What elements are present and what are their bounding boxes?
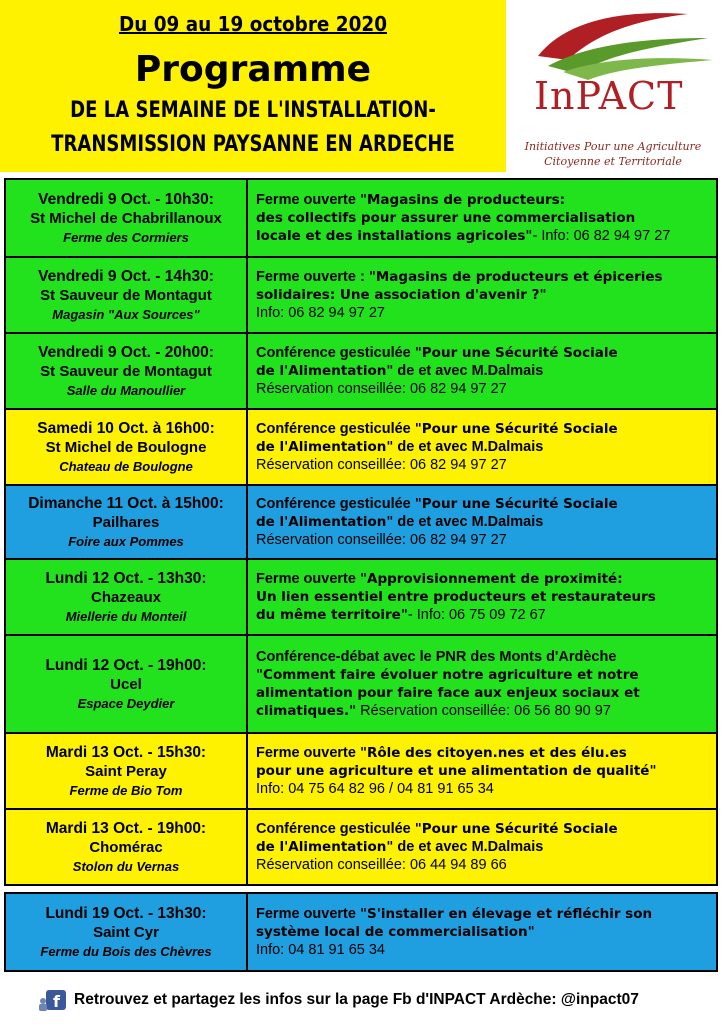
event-title: alimentation pour faire face aux enjeux sociaux et: [256, 685, 640, 701]
inpact-logo: [508, 8, 718, 168]
event-title: climatiques.": [256, 703, 357, 719]
event-speaker: de et avec M.Dalmais: [393, 514, 544, 530]
event-town: St Michel de Boulogne: [45, 438, 207, 456]
event-title: des collectifs pour assurer une commercialisation: [256, 210, 636, 226]
event-row: [4, 484, 718, 560]
event-contact: Réservation conseillée: 06 82 94 97 27: [256, 532, 507, 548]
event-title: solidaires: Une association d'avenir ?": [256, 287, 547, 303]
event-when-cell: [6, 636, 248, 732]
event-town: Chomérac: [89, 838, 163, 856]
event-venue: Espace Deydier: [77, 695, 175, 711]
event-when-cell: [6, 560, 248, 634]
event-row: [4, 634, 718, 734]
event-venue: Ferme de Bio Tom: [69, 782, 183, 798]
event-title: "Rôle des citoyen.nes et des élu.es: [359, 745, 627, 761]
logo-tagline-1: Initiatives Pour une Agriculture: [524, 140, 702, 153]
event-row: [4, 256, 718, 334]
programme-table: [4, 178, 718, 972]
event-title: "Approvisionnement de proximité:: [359, 571, 623, 587]
event-title: "Pour une Sécurité Sociale: [414, 345, 618, 361]
event-title: "Comment faire évoluer notre agriculture et notre: [256, 667, 639, 683]
event-type: Ferme ouverte: [256, 745, 360, 761]
event-contact: Réservation conseillée: 06 56 80 90 97: [356, 703, 611, 719]
event-venue: Miellerie du Monteil: [65, 608, 187, 624]
event-description: [248, 258, 716, 332]
event-row: [4, 178, 718, 258]
event-contact: Réservation conseillée: 06 82 94 97 27: [256, 457, 507, 473]
event-row: [4, 732, 718, 810]
event-description: [248, 180, 716, 256]
event-title: du même territoire": [256, 607, 408, 623]
subtitle-line-1: DE LA SEMAINE DE L'INSTALLATION-: [70, 98, 436, 123]
event-when-cell: [6, 180, 248, 256]
event-description: [248, 810, 716, 884]
event-row: [4, 558, 718, 636]
event-contact: Info: 06 82 94 97 27: [256, 305, 385, 321]
event-datetime: Vendredi 9 Oct. - 10h30:: [38, 190, 214, 208]
event-type: Conférence gesticulée: [256, 496, 415, 512]
event-venue: Ferme des Cormiers: [63, 229, 189, 245]
page-title: Programme: [134, 49, 372, 90]
event-town: Pailhares: [92, 513, 160, 531]
event-type: Ferme ouverte: [256, 192, 360, 208]
logo-tagline-2: Citoyenne et Territoriale: [544, 155, 682, 168]
event-type: Conférence gesticulée: [256, 421, 415, 437]
event-datetime: Vendredi 9 Oct. - 14h30:: [38, 267, 214, 285]
event-title: de l'Alimentation": [256, 839, 394, 855]
event-title: système local de commercialisation": [256, 924, 535, 940]
event-type: Ferme ouverte: [256, 906, 360, 922]
event-title: pour une agriculture et une alimentation de qualité": [256, 763, 657, 779]
event-type: Conférence-débat avec le PNR des Monts d'Ardèche: [256, 649, 617, 665]
event-title: de l'Alimentation": [256, 514, 394, 530]
event-contact: Réservation conseillée: 06 82 94 97 27: [256, 381, 507, 397]
event-datetime: Mardi 13 Oct. - 19h00:: [45, 819, 207, 837]
footer: [0, 988, 722, 1014]
event-row: [4, 892, 718, 972]
event-type: Conférence gesticulée: [256, 345, 415, 361]
facebook-share-icon[interactable]: [38, 990, 68, 1012]
event-datetime: Dimanche 11 Oct. à 15h00:: [28, 494, 224, 512]
event-when-cell: [6, 410, 248, 484]
event-description: [248, 410, 716, 484]
event-title: locale et des installations agricoles": [256, 228, 533, 244]
event-town: Chazeaux: [90, 588, 162, 606]
event-contact: Info: 04 75 64 82 96 / 04 81 91 65 34: [256, 781, 494, 797]
event-town: St Sauveur de Montagut: [40, 362, 212, 380]
event-description: [248, 334, 716, 408]
event-town: Saint Cyr: [93, 923, 159, 941]
event-venue: Ferme du Bois des Chèvres: [40, 943, 212, 959]
event-when-cell: [6, 486, 248, 558]
event-title: "Pour une Sécurité Sociale: [414, 421, 618, 437]
event-description: [248, 894, 716, 970]
event-title: "S'installer en élevage et réfléchir son: [359, 906, 653, 922]
header: [0, 0, 722, 172]
event-row: [4, 332, 718, 410]
event-dates: Du 09 au 19 octobre 2020: [118, 12, 388, 36]
event-venue: Chateau de Boulogne: [59, 458, 193, 474]
event-datetime: Samedi 10 Oct. à 16h00:: [37, 419, 215, 437]
subtitle-line-2: TRANSMISSION PAYSANNE EN ARDECHE: [51, 132, 455, 157]
event-row: [4, 408, 718, 486]
event-datetime: Lundi 12 Oct. - 13h30:: [45, 569, 207, 587]
event-title: "Pour une Sécurité Sociale: [414, 496, 618, 512]
event-datetime: Mardi 13 Oct. - 15h30:: [45, 743, 207, 761]
event-description: [248, 560, 716, 634]
event-description: [248, 486, 716, 558]
event-when-cell: [6, 734, 248, 808]
event-contact: Info: 04 81 91 65 34: [256, 942, 385, 958]
footer-text: Retrouvez et partagez les infos sur la page Fb d'INPACT Ardèche: @inpact07: [74, 991, 639, 1008]
event-town: St Sauveur de Montagut: [40, 286, 212, 304]
event-venue: Salle du Manoullier: [66, 382, 186, 398]
event-datetime: Vendredi 9 Oct. - 20h00:: [38, 343, 214, 361]
event-contact: - Info: 06 75 09 72 67: [407, 607, 546, 623]
event-contact: - Info: 06 82 94 97 27: [532, 228, 671, 244]
event-title: "Magasins de producteurs et épiceries: [368, 269, 663, 285]
event-venue: Stolon du Vernas: [72, 858, 180, 874]
event-speaker: de et avec M.Dalmais: [393, 363, 544, 379]
event-speaker: de et avec M.Dalmais: [393, 439, 544, 455]
event-venue: Magasin "Aux Sources": [52, 306, 200, 322]
event-speaker: de et avec M.Dalmais: [393, 839, 544, 855]
event-when-cell: [6, 810, 248, 884]
event-when-cell: [6, 258, 248, 332]
event-town: St Michel de Chabrillanoux: [30, 209, 222, 227]
event-title: "Pour une Sécurité Sociale: [414, 821, 618, 837]
logo-wordmark: InPACT: [534, 74, 684, 118]
event-description: [248, 734, 716, 808]
event-when-cell: [6, 894, 248, 970]
event-title: "Magasins de producteurs:: [359, 192, 566, 208]
event-type: Conférence gesticulée: [256, 821, 415, 837]
event-venue: Foire aux Pommes: [68, 533, 184, 549]
svg-text:f: f: [53, 992, 60, 1011]
event-when-cell: [6, 334, 248, 408]
event-contact: Réservation conseillée: 06 44 94 89 66: [256, 857, 507, 873]
event-town: Ucel: [110, 675, 142, 693]
event-title: Un lien essentiel entre producteurs et restaurateurs: [256, 589, 656, 605]
event-description: [248, 636, 716, 732]
event-title: de l'Alimentation": [256, 363, 394, 379]
event-title: de l'Alimentation": [256, 439, 394, 455]
event-datetime: Lundi 19 Oct. - 13h30:: [45, 904, 207, 922]
event-town: Saint Peray: [85, 762, 167, 780]
event-type: Ferme ouverte :: [256, 269, 369, 285]
event-datetime: Lundi 12 Oct. - 19h00:: [45, 656, 207, 674]
event-row: [4, 808, 718, 886]
event-type: Ferme ouverte: [256, 571, 360, 587]
